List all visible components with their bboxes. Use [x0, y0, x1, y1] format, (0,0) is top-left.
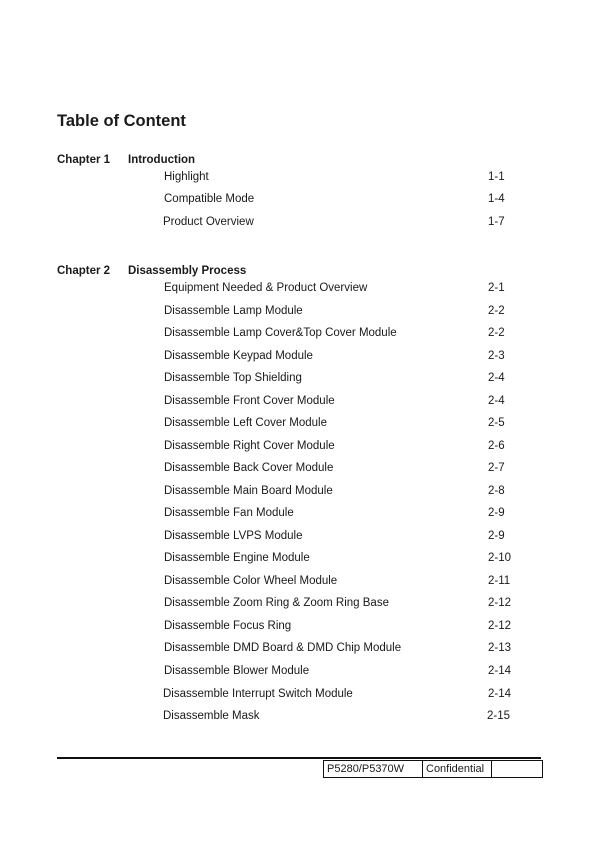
- toc-entry[interactable]: Disassemble Back Cover Module: [164, 462, 334, 474]
- chapter-2-label: Chapter 2: [57, 265, 111, 277]
- toc-entry[interactable]: Product Overview: [163, 216, 254, 228]
- toc-entry[interactable]: Disassemble Left Cover Module: [164, 417, 327, 429]
- toc-page-number: 2-12: [488, 597, 512, 609]
- toc-page-number: 2-1: [488, 282, 505, 294]
- toc-entry[interactable]: Disassemble Right Cover Module: [164, 440, 335, 452]
- toc-entry[interactable]: Disassemble Top Shielding: [164, 372, 302, 384]
- toc-entry[interactable]: Disassemble Blower Module: [164, 665, 310, 677]
- toc-page-number: 1-4: [488, 193, 505, 205]
- toc-entry[interactable]: Disassemble Front Cover Module: [164, 395, 335, 407]
- toc-entry[interactable]: Disassemble Mask: [163, 710, 260, 722]
- toc-entry[interactable]: Disassemble Color Wheel Module: [164, 575, 338, 587]
- toc-entry[interactable]: Disassemble Engine Module: [164, 552, 310, 564]
- toc-entry[interactable]: Equipment Needed & Product Overview: [164, 282, 368, 294]
- toc-entry[interactable]: Highlight: [164, 171, 209, 183]
- toc-entry[interactable]: Disassemble LVPS Module: [164, 530, 303, 542]
- toc-page-number: 2-12: [488, 620, 512, 632]
- toc-entry[interactable]: Disassemble Interrupt Switch Module: [163, 688, 353, 700]
- toc-entry[interactable]: Disassemble Focus Ring: [164, 620, 292, 632]
- toc-page-number: 2-10: [488, 552, 512, 564]
- footer-confidential: Confidential: [423, 761, 492, 777]
- toc-page-number: 2-5: [488, 417, 505, 429]
- chapter-2-title: Disassembly Process: [128, 265, 247, 277]
- toc-entry[interactable]: Compatible Mode: [164, 193, 255, 205]
- toc-page-number: 2-2: [488, 327, 505, 339]
- footer-rule: [57, 757, 541, 759]
- toc-page-number: 2-7: [488, 462, 505, 474]
- toc-page-number: 2-14: [488, 688, 512, 700]
- toc-page-number: 2-6: [488, 440, 505, 452]
- toc-page-number: 2-14: [488, 665, 512, 677]
- toc-entry[interactable]: Disassemble Zoom Ring & Zoom Ring Base: [164, 597, 389, 609]
- toc-entry[interactable]: Disassemble Lamp Module: [164, 305, 303, 317]
- page-title: Table of Content: [57, 112, 186, 130]
- chapter-1-title: Introduction: [128, 154, 196, 166]
- toc-page-number: 2-3: [488, 350, 505, 362]
- footer-empty-cell: [492, 761, 542, 777]
- toc-page-number: 2-4: [488, 372, 505, 384]
- toc-entry[interactable]: Disassemble Main Board Module: [164, 485, 333, 497]
- toc-page-number: 2-9: [488, 507, 505, 519]
- toc-page-number: 2-13: [488, 642, 512, 654]
- footer-model: P5280/P5370W: [324, 761, 423, 777]
- toc-page-number: 1-7: [488, 216, 505, 228]
- toc-page-number: 2-15: [487, 710, 511, 722]
- toc-page-number: 2-9: [488, 530, 505, 542]
- toc-entry[interactable]: Disassemble DMD Board & DMD Chip Module: [164, 642, 402, 654]
- toc-page-number: 2-8: [488, 485, 505, 497]
- toc-page-number: 1-1: [488, 171, 505, 183]
- toc-entry[interactable]: Disassemble Lamp Cover&Top Cover Module: [164, 327, 397, 339]
- toc-page-number: 2-2: [488, 305, 505, 317]
- toc-page-number: 2-4: [488, 395, 505, 407]
- footer-box: [323, 760, 543, 778]
- chapter-1-label: Chapter 1: [57, 154, 111, 166]
- toc-page-number: 2-11: [488, 575, 511, 587]
- toc-entry[interactable]: Disassemble Fan Module: [164, 507, 294, 519]
- toc-entry[interactable]: Disassemble Keypad Module: [164, 350, 313, 362]
